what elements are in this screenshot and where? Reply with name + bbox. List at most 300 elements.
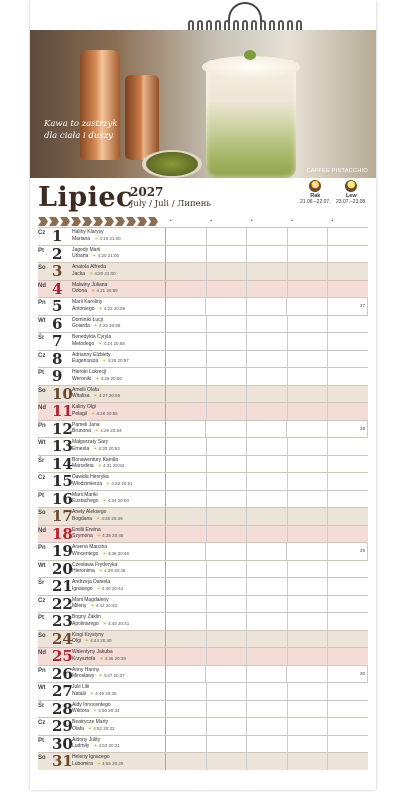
note-cell[interactable]	[207, 561, 248, 578]
note-cell[interactable]	[207, 368, 248, 385]
day-info	[38, 561, 166, 578]
day-info	[38, 438, 166, 455]
name-days: Beatrycze Marty Olafa☀ 4:52 20:32	[72, 718, 165, 735]
note-cell[interactable]	[166, 386, 207, 403]
sunrise-sunset: ☀ 4:22 20:59	[99, 306, 126, 312]
day-info	[38, 753, 166, 770]
note-cell[interactable]	[288, 333, 329, 350]
note-cell[interactable]	[207, 736, 248, 753]
note-cell[interactable]	[328, 718, 368, 735]
month-translations: July / Juli / Липень	[130, 199, 212, 209]
note-cell[interactable]	[328, 246, 368, 263]
day-number: 7	[52, 332, 63, 350]
name-days: Amelii Olafa Witalisa☀ 4:27 20:55	[72, 386, 165, 403]
note-cell[interactable]	[247, 753, 288, 770]
day-row	[38, 665, 368, 683]
note-cell[interactable]	[166, 631, 207, 648]
name-days: Małgorzaty Sary Ernesta☀ 4:30 20:53	[72, 438, 165, 455]
name-days: Marii Magdaleny Mileny☀ 4:42 20:43	[72, 596, 165, 613]
sunrise-sunset: ☀ 4:31 20:52	[98, 463, 125, 469]
sunrise-sunset: ☀ 4:24 20:58	[98, 341, 125, 347]
day-info	[38, 736, 166, 753]
sunrise-sunset: ☀ 4:35 20:49	[96, 516, 123, 522]
note-cell[interactable]	[207, 701, 248, 718]
name-days: Aldony Julity Ludmiły☀ 4:53 20:31	[72, 736, 165, 753]
note-cell[interactable]	[247, 508, 288, 525]
note-cell[interactable]	[166, 526, 207, 543]
calendar-page	[30, 0, 376, 790]
note-cell[interactable]	[166, 298, 206, 315]
note-cell[interactable]	[166, 666, 206, 683]
sunrise-sunset: ☀ 4:40 20:44	[97, 586, 124, 592]
weekday-label: Śr	[38, 457, 45, 464]
note-cell[interactable]	[207, 456, 248, 473]
day-row	[38, 437, 368, 455]
sunrise-sunset: ☀ 4:46 20:38	[99, 656, 126, 662]
note-cell[interactable]	[207, 281, 248, 298]
day-row	[38, 472, 368, 490]
note-cell[interactable]	[207, 718, 248, 735]
note-cell[interactable]	[207, 578, 248, 595]
day-row	[38, 682, 368, 700]
note-cell[interactable]	[247, 631, 288, 648]
day-info	[38, 613, 166, 630]
note-cell[interactable]	[207, 333, 248, 350]
sunrise-sunset: ☀ 4:25 20:57	[102, 358, 129, 364]
day-info	[38, 666, 166, 683]
note-cell[interactable]	[166, 316, 207, 333]
note-cell[interactable]	[288, 613, 329, 630]
weekday-label: Wt	[38, 562, 46, 569]
note-cell[interactable]	[247, 666, 287, 683]
note-cell[interactable]	[166, 508, 207, 525]
note-cell[interactable]	[328, 683, 368, 700]
note-cell[interactable]	[247, 246, 288, 263]
note-cell[interactable]	[287, 666, 327, 683]
note-cell[interactable]	[328, 368, 368, 385]
note-cell[interactable]	[328, 316, 368, 333]
name-days: Jagody Marii Urbana☀ 4:20 21:00	[72, 246, 165, 263]
note-cell[interactable]	[288, 438, 329, 455]
decorative-arrows	[38, 217, 166, 226]
note-cell[interactable]	[328, 613, 368, 630]
note-cell[interactable]	[247, 403, 288, 420]
day-info	[38, 421, 166, 438]
day-rows	[38, 227, 368, 770]
month-header	[30, 180, 376, 214]
note-cell[interactable]	[328, 596, 368, 613]
note-cell[interactable]	[328, 351, 368, 368]
note-cell[interactable]	[247, 613, 288, 630]
day-row	[38, 262, 368, 280]
day-number: 28	[52, 699, 73, 718]
note-cell[interactable]	[288, 386, 329, 403]
note-cell[interactable]	[288, 578, 329, 595]
note-cell[interactable]	[207, 228, 248, 245]
sunrise-sunset: ☀ 4:21 20:59	[91, 288, 118, 294]
note-cell[interactable]	[166, 736, 207, 753]
note-cell[interactable]	[166, 333, 207, 350]
day-row	[38, 700, 368, 718]
note-cell[interactable]	[166, 473, 207, 490]
note-cell[interactable]	[166, 456, 207, 473]
note-cell[interactable]	[328, 648, 368, 665]
note-cell[interactable]	[328, 508, 368, 525]
weekday-label: Pt	[38, 615, 44, 621]
day-info	[38, 333, 166, 350]
day-row	[38, 525, 368, 543]
note-cell[interactable]	[288, 596, 329, 613]
day-number: 2	[52, 244, 63, 263]
day-info	[38, 263, 166, 280]
note-cell[interactable]	[288, 351, 329, 368]
day-number: 16	[52, 489, 73, 508]
note-cell[interactable]	[287, 421, 327, 438]
day-row	[38, 490, 368, 508]
name-days: Adrianny Elżbiety Eugeniusza☀ 4:25 20:57	[72, 351, 165, 368]
column-icon: ◔	[168, 218, 173, 225]
note-cell[interactable]	[328, 736, 368, 753]
note-cell[interactable]	[247, 298, 287, 315]
day-info	[38, 578, 166, 595]
note-cell[interactable]	[247, 316, 288, 333]
note-cell[interactable]	[288, 508, 329, 525]
note-cell[interactable]	[288, 316, 329, 333]
note-cell[interactable]	[247, 386, 288, 403]
coffee-photo	[30, 30, 376, 178]
note-cell[interactable]	[247, 456, 288, 473]
weekday-label: Nd	[38, 282, 46, 289]
sunrise-sunset: ☀ 4:43 20:41	[103, 621, 130, 627]
note-cell[interactable]	[207, 648, 248, 665]
note-cell[interactable]	[166, 491, 207, 508]
note-cell[interactable]	[288, 526, 329, 543]
zodiac-cancer: ♋ Rak 21.06.–22.07.	[300, 182, 331, 205]
note-cell[interactable]	[328, 263, 368, 280]
note-cell[interactable]	[207, 631, 248, 648]
note-cell[interactable]	[166, 648, 207, 665]
day-number: 11	[52, 402, 73, 420]
note-cell[interactable]	[207, 438, 248, 455]
name-days: Pameli Jana Brunona☀ 4:29 20:54	[72, 421, 165, 438]
note-cell[interactable]	[328, 386, 368, 403]
note-cell[interactable]	[166, 718, 207, 735]
day-row	[38, 297, 368, 315]
sunrise-sunset: ☀ 4:53 20:31	[93, 743, 120, 749]
day-row	[38, 245, 368, 263]
note-cell[interactable]	[287, 543, 327, 560]
note-cell[interactable]	[288, 561, 329, 578]
day-number: 15	[52, 472, 73, 490]
note-cell[interactable]	[166, 403, 207, 420]
day-info	[38, 683, 166, 700]
name-days: Anety Aleksego Bogdana☀ 4:35 20:49	[72, 508, 165, 525]
note-cell[interactable]	[207, 403, 248, 420]
name-days: Anny Hanny Mirosławy☀ 4:47 20:37	[72, 666, 165, 683]
note-cell[interactable]	[288, 246, 329, 263]
note-cell[interactable]	[247, 351, 288, 368]
day-info	[38, 473, 166, 490]
note-cell[interactable]	[207, 263, 248, 280]
note-cell[interactable]	[328, 526, 368, 543]
day-row	[38, 577, 368, 595]
day-row	[38, 560, 368, 578]
name-days: Hieroki Lukrecji Weroniki☀ 4:26 20:56	[72, 368, 165, 385]
note-cell[interactable]	[247, 526, 288, 543]
sunrise-sunset: ☀ 4:27 20:55	[94, 393, 121, 399]
note-cell[interactable]	[247, 718, 288, 735]
note-cell[interactable]	[247, 281, 288, 298]
note-cell[interactable]	[166, 228, 207, 245]
note-cell[interactable]	[288, 701, 329, 718]
note-cell[interactable]	[288, 631, 329, 648]
day-info	[38, 403, 166, 420]
note-cell[interactable]	[207, 596, 248, 613]
day-row	[38, 612, 368, 630]
note-cell[interactable]	[166, 368, 207, 385]
weekday-label: Nd	[38, 527, 46, 534]
name-days: Bogny Żaklin Apolinarego☀ 4:43 20:41	[72, 613, 165, 630]
day-number: 24	[52, 629, 73, 648]
sunrise-sunset: ☀ 4:23 20:58	[94, 323, 121, 329]
note-cell[interactable]	[328, 561, 368, 578]
name-days: Heleny Ignacego Lubomira☀ 4:55 20:29	[72, 753, 165, 770]
weekday-label: Pt	[38, 737, 44, 744]
note-cell[interactable]	[288, 753, 329, 770]
day-info	[38, 298, 166, 315]
note-cell[interactable]	[166, 438, 207, 455]
weekday-label: So	[38, 755, 46, 761]
note-cell[interactable]	[328, 631, 368, 648]
note-cell[interactable]	[328, 438, 368, 455]
sunrise-sunset: ☀ 4:30 20:53	[93, 446, 120, 452]
note-cell[interactable]	[288, 368, 329, 385]
day-info	[38, 316, 166, 333]
weekday-label: Śr	[38, 702, 45, 709]
day-row	[38, 420, 368, 438]
weekday-label: So	[38, 265, 46, 271]
note-cell[interactable]	[247, 648, 288, 665]
note-cell[interactable]	[247, 596, 288, 613]
note-cell[interactable]	[166, 753, 207, 770]
day-number: 26	[52, 664, 73, 683]
note-cell[interactable]	[288, 718, 329, 735]
day-number: 31	[52, 752, 73, 770]
day-info	[38, 456, 166, 473]
day-number: 6	[52, 314, 63, 333]
sunrise-sunset: ☀ 4:34 20:50	[102, 498, 129, 504]
weekday-label: Nd	[38, 650, 46, 656]
name-days: Arsena Marcina Wincentego☀ 4:38 20:46	[72, 543, 165, 560]
day-info	[38, 508, 166, 525]
name-days: Walentyny Jakuba Krzysztofa☀ 4:46 20:38	[72, 648, 165, 665]
note-cell[interactable]	[288, 473, 329, 490]
weekday-label: Pt	[38, 370, 44, 376]
note-cell[interactable]	[166, 351, 207, 368]
name-days: Anatola Alfreda Jacka☀ 4:20 21:00	[72, 263, 165, 280]
note-cell[interactable]	[207, 508, 248, 525]
note-cell[interactable]	[288, 491, 329, 508]
sunrise-sunset: ☀ 4:28 20:55	[91, 411, 118, 417]
day-info	[38, 386, 166, 403]
note-cell[interactable]	[328, 456, 368, 473]
note-cell[interactable]	[166, 613, 207, 630]
name-days: Emilii Erwina Szymona☀ 4:36 20:48	[72, 526, 165, 543]
note-cell[interactable]	[247, 368, 288, 385]
day-row	[38, 752, 368, 770]
weekday-label: Cz	[38, 720, 46, 726]
note-cell[interactable]	[207, 753, 248, 770]
note-cell[interactable]	[206, 543, 246, 560]
lion-icon: ♌	[345, 180, 357, 192]
note-cell[interactable]	[206, 298, 246, 315]
note-cell[interactable]	[288, 228, 329, 245]
day-number: 25	[52, 647, 73, 665]
note-cell[interactable]	[207, 246, 248, 263]
weekday-label: Śr	[38, 580, 45, 586]
note-cell[interactable]	[247, 473, 288, 490]
note-cell[interactable]	[288, 403, 329, 420]
note-cell[interactable]	[247, 438, 288, 455]
note-cell[interactable]	[288, 456, 329, 473]
day-row	[38, 455, 368, 473]
day-row	[38, 542, 368, 560]
note-cell[interactable]	[166, 683, 207, 700]
weekday-label: So	[38, 510, 46, 516]
weekday-label: So	[38, 387, 46, 394]
day-info	[38, 701, 166, 718]
note-cell[interactable]	[207, 351, 248, 368]
note-cell[interactable]	[247, 701, 288, 718]
day-number: 21	[52, 577, 73, 595]
note-cell[interactable]	[328, 578, 368, 595]
note-cell[interactable]	[166, 596, 207, 613]
note-cell[interactable]	[166, 578, 207, 595]
sunrise-sunset: ☀ 4:36 20:48	[97, 533, 124, 539]
note-cell[interactable]	[287, 298, 327, 315]
note-cell[interactable]	[247, 561, 288, 578]
month-title: Lipiec	[38, 182, 133, 213]
day-info	[38, 281, 166, 298]
note-cell[interactable]	[328, 473, 368, 490]
note-cell[interactable]	[328, 333, 368, 350]
week-number: 27	[359, 303, 365, 308]
column-icon: ◔	[208, 218, 213, 225]
note-cell[interactable]	[247, 491, 288, 508]
day-number: 18	[52, 524, 73, 543]
note-cell[interactable]	[247, 421, 287, 438]
note-cell[interactable]	[288, 736, 329, 753]
name-days: Aidy Innocentego Wiktora☀ 4:50 20:34	[72, 701, 165, 718]
name-days: Kingi Krystyny Olgi☀ 4:44 20:40	[72, 631, 165, 648]
day-row	[38, 385, 368, 403]
week-number: 28	[359, 425, 365, 431]
day-info	[38, 718, 166, 735]
sunrise-sunset: ☀ 4:38 20:46	[102, 551, 129, 557]
note-cell[interactable]	[247, 333, 288, 350]
column-icon: ◔	[289, 218, 294, 225]
note-cell[interactable]	[247, 263, 288, 280]
name-days: Marii Mariki Eustachego☀ 4:34 20:50	[72, 491, 165, 508]
weekday-label: Wt	[38, 685, 46, 691]
note-cell[interactable]	[288, 281, 329, 298]
sunrise-sunset: ☀ 4:50 20:34	[93, 708, 120, 714]
note-cell[interactable]	[247, 543, 287, 560]
day-number: 30	[52, 734, 73, 753]
note-cell[interactable]	[288, 683, 329, 700]
note-cell[interactable]	[207, 526, 248, 543]
day-info	[38, 543, 166, 560]
sunrise-sunset: ☀ 4:47 20:37	[98, 673, 125, 679]
note-cell[interactable]	[288, 648, 329, 665]
weekday-label: Pn	[38, 422, 46, 429]
day-number: 4	[52, 279, 63, 298]
weekday-label: Cz	[38, 352, 46, 359]
day-info	[38, 596, 166, 613]
note-cell[interactable]	[207, 386, 248, 403]
note-cell[interactable]	[207, 491, 248, 508]
sunrise-sunset: ☀ 4:52 20:32	[88, 726, 115, 732]
name-days: Bonawentury Kamila Marcelina☀ 4:31 20:52	[72, 456, 165, 473]
year-label: 2027	[130, 185, 164, 199]
weekday-label: Śr	[38, 335, 45, 341]
note-cell[interactable]	[166, 543, 206, 560]
note-cell[interactable]	[166, 246, 207, 263]
note-cell[interactable]	[166, 561, 207, 578]
note-cell[interactable]	[247, 683, 288, 700]
column-icon: ◔	[329, 218, 334, 225]
weekday-label: Wt	[38, 440, 46, 446]
weekday-label: Pt	[38, 492, 44, 499]
name-days: Andrzeja Daniela Ignacego☀ 4:40 20:44	[72, 578, 165, 595]
note-cell[interactable]	[206, 421, 246, 438]
day-info	[38, 491, 166, 508]
note-cell[interactable]	[166, 701, 207, 718]
note-cell[interactable]	[166, 281, 207, 298]
note-cell[interactable]	[207, 613, 248, 630]
weekday-label: Pn	[38, 300, 46, 306]
note-cell[interactable]	[328, 491, 368, 508]
note-cell[interactable]	[328, 403, 368, 420]
note-cell[interactable]	[328, 281, 368, 298]
note-cell[interactable]	[166, 421, 206, 438]
note-cell[interactable]	[328, 753, 368, 770]
name-days: Marii Karoliny Antoniego☀ 4:22 20:59	[72, 298, 165, 315]
note-cell[interactable]	[207, 683, 248, 700]
note-cell[interactable]	[247, 228, 288, 245]
day-row	[38, 227, 368, 245]
note-cell[interactable]	[247, 578, 288, 595]
day-row	[38, 595, 368, 613]
note-cell[interactable]	[328, 701, 368, 718]
day-number: 29	[52, 717, 73, 735]
note-cell[interactable]	[166, 263, 207, 280]
note-cell[interactable]	[207, 473, 248, 490]
note-cell[interactable]	[288, 263, 329, 280]
column-icon: ◔	[248, 218, 254, 225]
day-info	[38, 526, 166, 543]
day-row	[38, 507, 368, 525]
day-number: 17	[52, 507, 73, 525]
note-cell[interactable]	[247, 736, 288, 753]
day-row	[38, 647, 368, 665]
note-cell[interactable]	[207, 316, 248, 333]
day-number: 3	[52, 262, 63, 280]
day-row	[38, 402, 368, 420]
note-cell[interactable]	[328, 228, 368, 245]
day-info	[38, 351, 166, 368]
note-cell[interactable]	[206, 666, 246, 683]
